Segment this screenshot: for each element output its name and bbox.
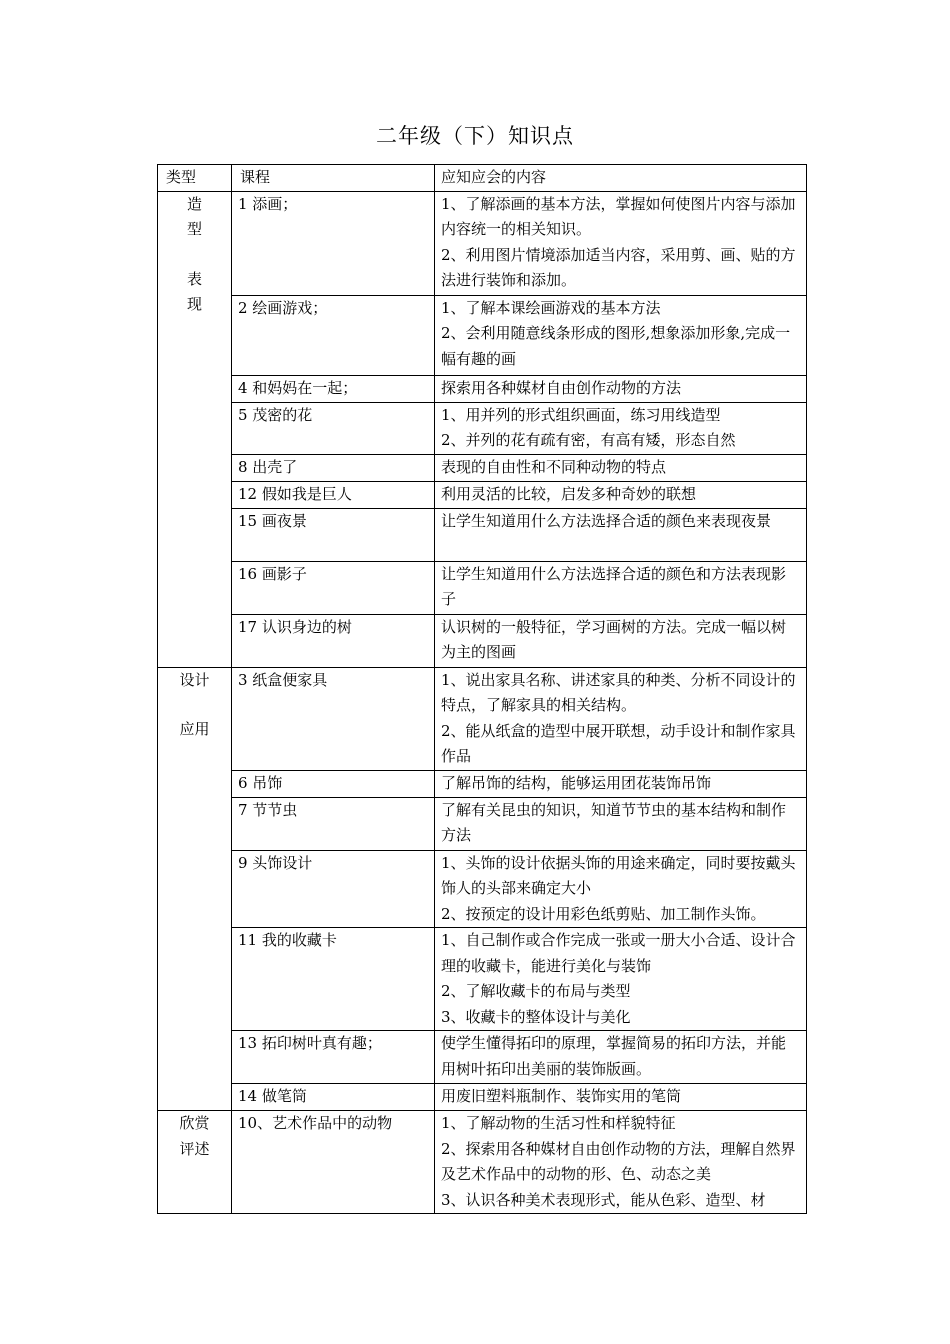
- header-content: 应知应会的内容: [435, 165, 807, 192]
- lesson-cell: 17 认识身边的树: [232, 614, 435, 667]
- table-row: [158, 508, 807, 561]
- category-label: 设计: [179, 670, 210, 689]
- category-label: [164, 243, 225, 267]
- content-paragraph: 1、头饰的设计依据头饰的用途来确定，同时要按戴头饰人的头部来确定大小: [441, 853, 796, 897]
- category-label: 表: [186, 269, 202, 288]
- content-paragraph: 1、了解本课绘画游戏的基本方法: [441, 298, 661, 317]
- category-cell: [158, 191, 232, 667]
- content-cell: [435, 191, 807, 295]
- table-row: [158, 614, 807, 667]
- content-cell: [435, 614, 807, 667]
- content-paragraph: 使学生懂得拓印的原理，掌握简易的拓印方法，并能用树叶拓印出美丽的装饰版画。: [441, 1034, 787, 1078]
- table-row: [158, 667, 807, 770]
- header-lesson: 课程: [232, 165, 435, 192]
- content-paragraph: 2、并列的花有疏有密，有高有矮，形态自然: [441, 431, 736, 449]
- content-cell: [435, 454, 807, 481]
- category-label: 评述: [179, 1139, 210, 1158]
- content-paragraph: 用废旧塑料瓶制作、装饰实用的笔筒: [441, 1087, 682, 1105]
- content-cell: [435, 1031, 807, 1084]
- table-row: [158, 770, 807, 797]
- content-cell: [435, 561, 807, 614]
- content-cell: [435, 1084, 807, 1111]
- page-title: 二年级（下）知识点: [376, 124, 574, 148]
- lesson-cell: 14 做笔筒: [232, 1084, 435, 1111]
- table-row: [158, 454, 807, 481]
- lesson-cell: 13 拓印树叶真有趣；: [232, 1031, 435, 1084]
- content-paragraph: 1、了解添画的基本方法，掌握如何使图片内容与添加内容统一的相关知识。: [441, 194, 796, 238]
- lesson-cell: 5 茂密的花: [232, 402, 435, 454]
- lesson-cell: 11 我的收藏卡: [232, 928, 435, 1031]
- knowledge-table: [157, 164, 807, 1214]
- table-row: [158, 1031, 807, 1084]
- header-row: [158, 165, 807, 192]
- lesson-cell: 3 纸盒便家具: [232, 667, 435, 770]
- lesson-cell: 12 假如我是巨人: [232, 481, 435, 508]
- content-paragraph: 1、自己制作或合作完成一张或一册大小合适、设计合理的收藏卡，能进行美化与装饰: [441, 931, 796, 975]
- lesson-cell: 15 画夜景: [232, 508, 435, 561]
- table-row: [158, 850, 807, 928]
- content-paragraph: 2、能从纸盒的造型中展开联想，动手设计和制作家具作品: [441, 721, 796, 765]
- knowledge-table-body: [158, 165, 807, 1214]
- table-row: [158, 375, 807, 402]
- content-paragraph: 1、用并列的形式组织画面，练习用线造型: [441, 405, 721, 424]
- category-label: 型: [186, 220, 202, 238]
- category-label: 现: [186, 295, 202, 313]
- lesson-cell: 1 添画；: [232, 191, 435, 295]
- content-paragraph: 探索用各种媒材自由创作动物的方法: [441, 378, 682, 397]
- category-label: 应用: [179, 720, 210, 738]
- table-row: [158, 402, 807, 454]
- category-label: 欣赏: [179, 1114, 210, 1132]
- content-cell: [435, 667, 807, 770]
- category-cell: [158, 1111, 232, 1214]
- table-row: [158, 295, 807, 375]
- content-cell: [435, 481, 807, 508]
- lesson-cell: 9 头饰设计: [232, 850, 435, 928]
- table-row: [158, 928, 807, 1031]
- content-cell: [435, 797, 807, 850]
- content-cell: [435, 770, 807, 797]
- lesson-cell: 2 绘画游戏；: [232, 295, 435, 375]
- content-cell: [435, 508, 807, 561]
- content-paragraph: 2、按预定的设计用彩色纸剪贴、加工制作头饰。: [441, 904, 766, 923]
- lesson-cell: 16 画影子: [232, 561, 435, 614]
- lesson-cell: 6 吊饰: [232, 770, 435, 797]
- content-paragraph: 利用灵活的比较，启发多种奇妙的联想: [441, 484, 697, 503]
- content-paragraph: 了解吊饰的结构，能够运用团花装饰吊饰: [441, 773, 712, 792]
- content-paragraph: 1、说出家具名称、讲述家具的种类、分析不同设计的特点，了解家具的相关结构。: [441, 670, 796, 714]
- category-label: 造: [186, 194, 202, 213]
- content-cell: [435, 375, 807, 402]
- lesson-cell: 10、艺术作品中的动物: [232, 1111, 435, 1214]
- content-paragraph: 1、了解动物的生活习性和样貌特征: [441, 1114, 676, 1132]
- content-paragraph: 3、收藏卡的整体设计与美化: [441, 1007, 631, 1026]
- content-cell: [435, 928, 807, 1031]
- lesson-cell: 4 和妈妈在一起；: [232, 375, 435, 402]
- category-cell: [158, 667, 232, 1111]
- table-row: [158, 561, 807, 614]
- content-paragraph: 让学生知道用什么方法选择合适的颜色和方法表现影子: [441, 564, 787, 608]
- category-label: [164, 693, 225, 717]
- content-cell: [435, 850, 807, 928]
- content-paragraph: 2、利用图片情境添加适当内容，采用剪、画、贴的方法进行装饰和添加。: [441, 245, 796, 289]
- lesson-cell: 7 节节虫: [232, 797, 435, 850]
- content-paragraph: 了解有关昆虫的知识，知道节节虫的基本结构和制作方法: [441, 800, 787, 844]
- header-type: 类型: [158, 165, 232, 192]
- content-cell: [435, 402, 807, 454]
- content-paragraph: 让学生知道用什么方法选择合适的颜色来表现夜景: [441, 511, 772, 530]
- lesson-cell: 8 出壳了: [232, 454, 435, 481]
- content-paragraph: 2、会利用随意线条形成的图形,想象添加形象,完成一幅有趣的画: [441, 324, 791, 368]
- content-paragraph: 2、探索用各种媒材自由创作动物的方法，理解自然界及艺术作品中的动物的形、色、动态之美: [441, 1139, 796, 1183]
- content-paragraph: 表现的自由性和不同种动物的特点: [441, 457, 667, 476]
- content-paragraph: 2、了解收藏卡的布局与类型: [441, 982, 631, 1000]
- table-row: [158, 797, 807, 850]
- content-cell: [435, 295, 807, 375]
- table-row: [158, 1111, 807, 1214]
- table-row: [158, 191, 807, 295]
- content-paragraph: 认识树的一般特征，学习画树的方法。完成一幅以树为主的图画: [441, 617, 787, 661]
- content-cell: [435, 1111, 807, 1214]
- content-paragraph: 3、认识各种美术表现形式，能从色彩、造型、材: [441, 1190, 766, 1209]
- table-row: [158, 481, 807, 508]
- table-row: [158, 1084, 807, 1111]
